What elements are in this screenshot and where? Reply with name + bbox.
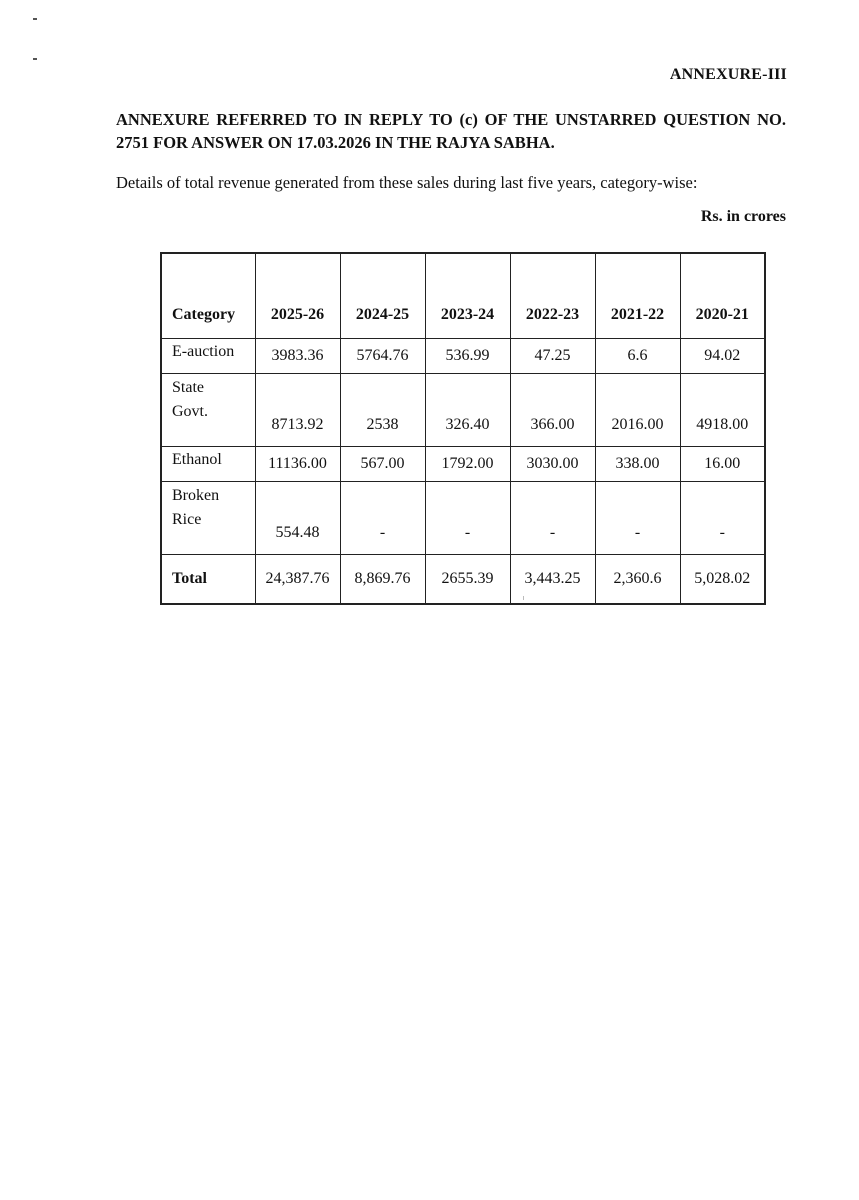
value-cell: 338.00 — [595, 447, 680, 482]
header-cell: 2024-25 — [340, 253, 425, 339]
scan-artifact — [523, 596, 524, 600]
table-total-row — [161, 555, 765, 605]
value-cell: 554.48 — [255, 482, 340, 555]
category-cell: E-auction — [161, 339, 255, 374]
header-cell: 2025-26 — [255, 253, 340, 339]
value-cell: 536.99 — [425, 339, 510, 374]
value-cell: - — [425, 482, 510, 555]
value-cell: 2016.00 — [595, 374, 680, 447]
value-cell: 366.00 — [510, 374, 595, 447]
revenue-table-container — [160, 252, 764, 605]
category-cell: Broken Rice — [161, 482, 255, 555]
table-row — [161, 482, 765, 555]
scan-artifact — [33, 18, 37, 20]
document-heading: ANNEXURE REFERRED TO IN REPLY TO (c) OF THE UNSTARRED QUESTION NO. 2751 FOR ANSWER ON 17.03.2026 IN THE RAJYA SABHA. — [116, 110, 786, 152]
table-row — [161, 339, 765, 374]
total-value-cell: 3,443.25 — [510, 555, 595, 605]
value-cell: 6.6 — [595, 339, 680, 374]
total-value-cell: 2,360.6 — [595, 555, 680, 605]
value-cell: 1792.00 — [425, 447, 510, 482]
category-cell: State Govt. — [161, 374, 255, 447]
value-cell: - — [680, 482, 765, 555]
header-cell: 2020-21 — [680, 253, 765, 339]
total-value-cell: 5,028.02 — [680, 555, 765, 605]
value-cell: 3983.36 — [255, 339, 340, 374]
value-cell: 4918.00 — [680, 374, 765, 447]
header-cell: Category — [161, 253, 255, 339]
value-cell: 3030.00 — [510, 447, 595, 482]
value-cell: 326.40 — [425, 374, 510, 447]
table-row — [161, 447, 765, 482]
table-row — [161, 374, 765, 447]
unit-label: Rs. in crores — [700, 208, 786, 225]
value-cell: 5764.76 — [340, 339, 425, 374]
value-cell: - — [340, 482, 425, 555]
value-cell: 11136.00 — [255, 447, 340, 482]
table-header-row — [161, 253, 765, 339]
header-cell: 2021-22 — [595, 253, 680, 339]
value-cell: 94.02 — [680, 339, 765, 374]
revenue-table — [160, 252, 766, 605]
value-cell: 8713.92 — [255, 374, 340, 447]
header-cell: 2023-24 — [425, 253, 510, 339]
value-cell: 47.25 — [510, 339, 595, 374]
value-cell: - — [510, 482, 595, 555]
scan-artifact — [33, 58, 37, 60]
value-cell: - — [595, 482, 680, 555]
value-cell: 2538 — [340, 374, 425, 447]
category-cell: Ethanol — [161, 447, 255, 482]
value-cell: 567.00 — [340, 447, 425, 482]
annexure-label: ANNEXURE-III — [669, 66, 787, 83]
total-label-cell: Total — [161, 555, 255, 605]
total-value-cell: 24,387.76 — [255, 555, 340, 605]
value-cell: 16.00 — [680, 447, 765, 482]
total-value-cell: 2655.39 — [425, 555, 510, 605]
header-cell: 2022-23 — [510, 253, 595, 339]
total-value-cell: 8,869.76 — [340, 555, 425, 605]
intro-text: Details of total revenue generated from these sales during last five years, category-wise: — [116, 173, 698, 192]
